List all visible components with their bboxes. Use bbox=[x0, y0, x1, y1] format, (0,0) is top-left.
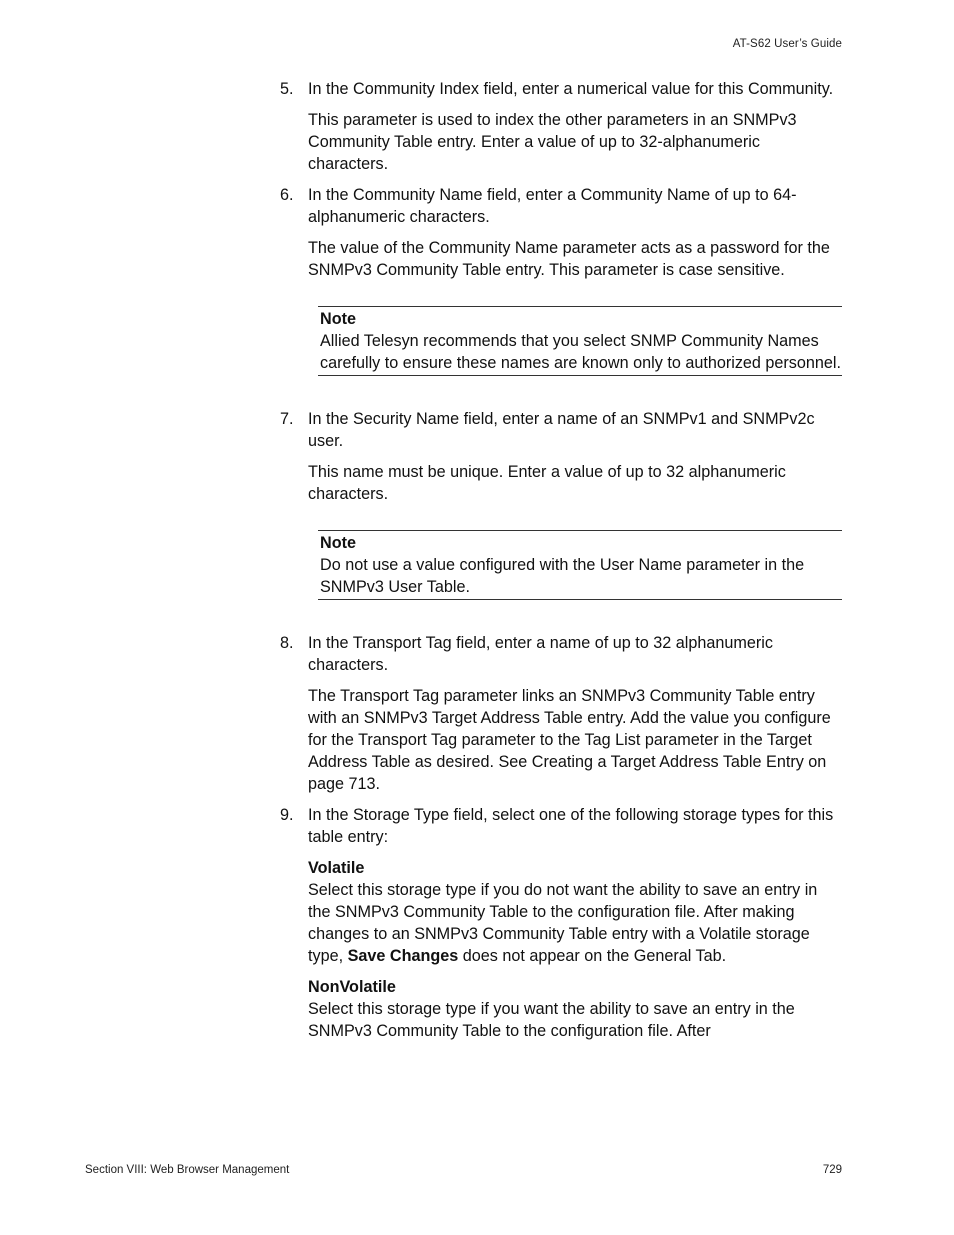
term-text-part: does not appear on the General Tab. bbox=[458, 947, 727, 965]
running-header: AT-S62 User’s Guide bbox=[732, 38, 842, 50]
step-9 bbox=[280, 804, 842, 848]
note-title: Note bbox=[320, 534, 356, 552]
note-text: Allied Telesyn recommends that you select SNMP Community Names carefully to ensure these names are known only to authorized personnel. bbox=[320, 332, 842, 372]
step-6 bbox=[280, 184, 842, 228]
step-number: 7. bbox=[280, 410, 294, 428]
step-number: 9. bbox=[280, 806, 294, 824]
step-text: In the Community Name field, enter a Community Name of up to 64-alphanumeric characters. bbox=[308, 186, 797, 226]
step-number: 8. bbox=[280, 634, 294, 652]
term-volatile bbox=[280, 857, 842, 967]
step-number: 6. bbox=[280, 186, 294, 204]
step-8-description: The Transport Tag parameter links an SNMPv3 Community Table entry with an SNMPv3 Target Address Table entry. Add the value you configure for the Transport Tag parameter to the Tag List parameter in the Target Address Table as desired. See Creating a Target Address Table Entry on page 713. bbox=[308, 687, 831, 793]
note-box-community-names bbox=[318, 306, 842, 376]
term-nonvolatile bbox=[280, 976, 842, 1042]
note-text: Do not use a value configured with the User Name parameter in the SNMPv3 User Table. bbox=[320, 556, 805, 596]
step-text: In the Storage Type field, select one of the following storage types for this table entry: bbox=[308, 806, 834, 846]
term-text-part: Select this storage type if you do not want the ability to save an entry in the SNMPv3 Community Table to the configuration file. After making changes to an SNMPv3 Community Table entry with a Volatile storage type, bbox=[308, 881, 818, 965]
step-7-description: This name must be unique. Enter a value of up to 32 alphanumeric characters. bbox=[308, 463, 786, 503]
step-7 bbox=[280, 408, 842, 452]
step-number: 5. bbox=[280, 80, 294, 98]
term-title: NonVolatile bbox=[308, 978, 396, 996]
note-title: Note bbox=[320, 310, 356, 328]
save-changes-bold: Save Changes bbox=[347, 947, 459, 965]
step-5-description: This parameter is used to index the other parameters in an SNMPv3 Community Table entry. Enter a value of up to 32-alphanumeric characters. bbox=[308, 111, 797, 173]
step-5 bbox=[280, 78, 842, 100]
page-content bbox=[280, 78, 842, 1051]
note-box-user-name bbox=[318, 530, 842, 600]
step-text: In the Security Name field, enter a name of an SNMPv1 and SNMPv2c user. bbox=[308, 410, 815, 450]
page-number: 729 bbox=[822, 1164, 842, 1176]
term-description bbox=[308, 879, 842, 967]
step-6-description: The value of the Community Name parameter acts as a password for the SNMPv3 Community Table entry. This parameter is case sensitive. bbox=[308, 239, 830, 279]
term-description: Select this storage type if you want the ability to save an entry in the SNMPv3 Community Table to the configuration file. After bbox=[308, 1000, 795, 1040]
step-8 bbox=[280, 632, 842, 676]
step-text: In the Community Index field, enter a numerical value for this Community. bbox=[308, 80, 834, 98]
footer-section: Section VIII: Web Browser Management bbox=[85, 1164, 290, 1176]
term-title: Volatile bbox=[308, 859, 365, 877]
step-text: In the Transport Tag field, enter a name of up to 32 alphanumeric characters. bbox=[308, 634, 773, 674]
